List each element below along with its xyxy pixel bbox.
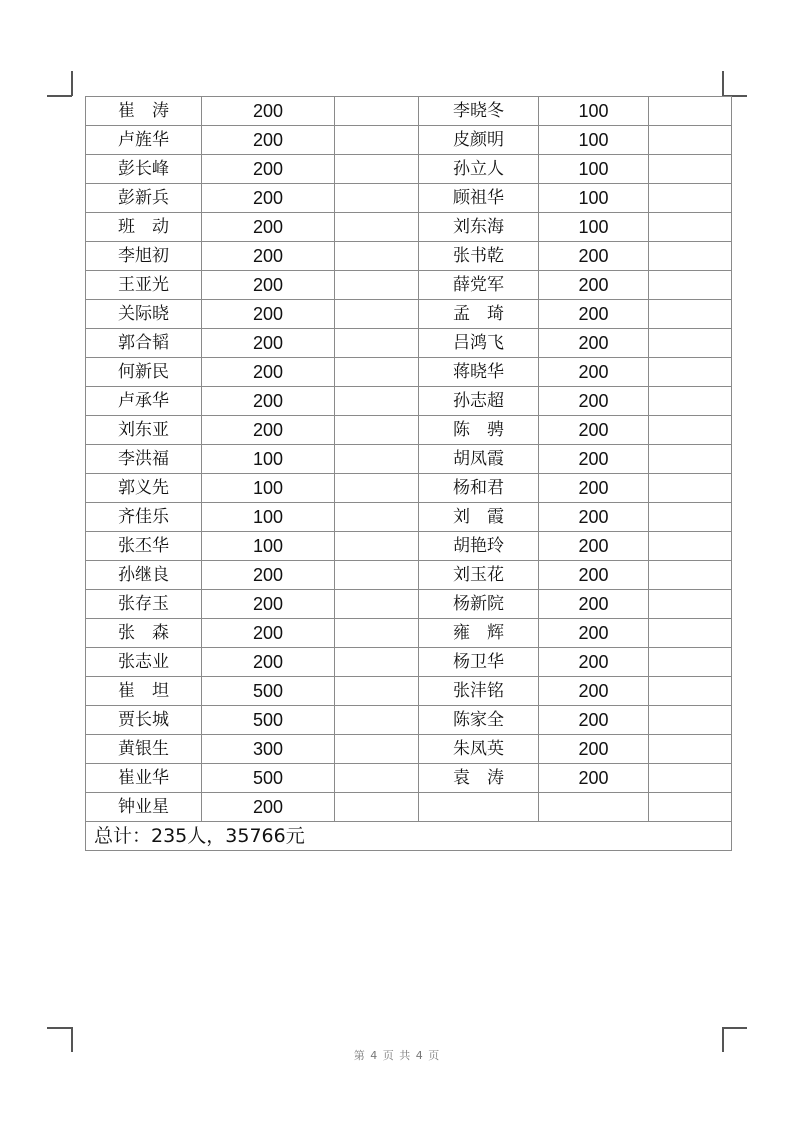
table-row xyxy=(86,677,732,706)
left-blank-cell xyxy=(335,126,419,155)
left-name-cell: 郭合韬 xyxy=(86,329,202,358)
table-row xyxy=(86,126,732,155)
right-blank-cell xyxy=(649,329,732,358)
right-amount-cell: 200 xyxy=(539,735,649,764)
right-amount-cell: 200 xyxy=(539,590,649,619)
right-blank-cell xyxy=(649,445,732,474)
right-blank-cell xyxy=(649,474,732,503)
total-row xyxy=(86,822,732,851)
left-amount-cell: 100 xyxy=(202,445,335,474)
left-amount-cell: 100 xyxy=(202,503,335,532)
right-name-cell: 张书乾 xyxy=(419,242,539,271)
left-blank-cell xyxy=(335,735,419,764)
right-amount-cell: 200 xyxy=(539,474,649,503)
left-blank-cell xyxy=(335,474,419,503)
left-name-cell: 崔 涛 xyxy=(86,97,202,126)
right-name-cell: 孟 琦 xyxy=(419,300,539,329)
table-row xyxy=(86,532,732,561)
left-blank-cell xyxy=(335,329,419,358)
right-blank-cell xyxy=(649,677,732,706)
donation-roster-table xyxy=(85,96,732,851)
left-name-cell: 彭长峰 xyxy=(86,155,202,184)
left-blank-cell xyxy=(335,503,419,532)
left-amount-cell: 500 xyxy=(202,677,335,706)
left-blank-cell xyxy=(335,445,419,474)
table-row xyxy=(86,561,732,590)
left-name-cell: 刘东亚 xyxy=(86,416,202,445)
left-amount-cell: 200 xyxy=(202,387,335,416)
left-name-cell: 齐佳乐 xyxy=(86,503,202,532)
left-amount-cell: 200 xyxy=(202,793,335,822)
right-blank-cell xyxy=(649,213,732,242)
crop-mark-bottom-left-h xyxy=(47,1027,72,1029)
right-amount-cell: 200 xyxy=(539,242,649,271)
left-amount-cell: 200 xyxy=(202,155,335,184)
table-row xyxy=(86,358,732,387)
crop-mark-top-left-v xyxy=(71,71,73,96)
right-blank-cell xyxy=(649,764,732,793)
left-blank-cell xyxy=(335,590,419,619)
right-blank-cell xyxy=(649,648,732,677)
left-amount-cell: 200 xyxy=(202,561,335,590)
right-name-cell: 胡艳玲 xyxy=(419,532,539,561)
left-amount-cell: 200 xyxy=(202,329,335,358)
right-name-cell: 陈 骋 xyxy=(419,416,539,445)
right-name-cell: 朱凤英 xyxy=(419,735,539,764)
table-row xyxy=(86,764,732,793)
right-blank-cell xyxy=(649,300,732,329)
table-row xyxy=(86,619,732,648)
left-name-cell: 卢旌华 xyxy=(86,126,202,155)
right-amount-cell: 100 xyxy=(539,97,649,126)
right-name-cell: 陈家全 xyxy=(419,706,539,735)
right-blank-cell xyxy=(649,590,732,619)
right-name-cell: 孙立人 xyxy=(419,155,539,184)
right-blank-cell xyxy=(649,155,732,184)
left-amount-cell: 200 xyxy=(202,300,335,329)
right-name-cell: 张沣铭 xyxy=(419,677,539,706)
left-amount-cell: 200 xyxy=(202,648,335,677)
right-amount-cell: 200 xyxy=(539,532,649,561)
right-blank-cell xyxy=(649,126,732,155)
left-blank-cell xyxy=(335,532,419,561)
left-name-cell: 李洪福 xyxy=(86,445,202,474)
left-blank-cell xyxy=(335,97,419,126)
left-blank-cell xyxy=(335,358,419,387)
left-blank-cell xyxy=(335,677,419,706)
table-row xyxy=(86,706,732,735)
left-name-cell: 关际晓 xyxy=(86,300,202,329)
left-name-cell: 钟业星 xyxy=(86,793,202,822)
left-name-cell: 班 动 xyxy=(86,213,202,242)
left-name-cell: 黄银生 xyxy=(86,735,202,764)
table-row xyxy=(86,300,732,329)
right-name-cell: 杨卫华 xyxy=(419,648,539,677)
right-name-cell: 孙志超 xyxy=(419,387,539,416)
right-blank-cell xyxy=(649,619,732,648)
table-row xyxy=(86,184,732,213)
left-blank-cell xyxy=(335,213,419,242)
left-amount-cell: 200 xyxy=(202,358,335,387)
right-name-cell: 袁 涛 xyxy=(419,764,539,793)
right-blank-cell xyxy=(649,184,732,213)
crop-mark-top-left-h xyxy=(47,95,72,97)
right-blank-cell xyxy=(649,561,732,590)
right-name-cell: 顾祖华 xyxy=(419,184,539,213)
left-name-cell: 王亚光 xyxy=(86,271,202,300)
left-name-cell: 张丕华 xyxy=(86,532,202,561)
left-name-cell: 张 森 xyxy=(86,619,202,648)
left-amount-cell: 200 xyxy=(202,97,335,126)
crop-mark-top-right-v xyxy=(722,71,724,96)
left-name-cell: 张志业 xyxy=(86,648,202,677)
table-row xyxy=(86,213,732,242)
left-blank-cell xyxy=(335,706,419,735)
left-blank-cell xyxy=(335,271,419,300)
left-amount-cell: 200 xyxy=(202,619,335,648)
right-amount-cell: 200 xyxy=(539,706,649,735)
right-amount-cell: 100 xyxy=(539,184,649,213)
left-name-cell: 崔业华 xyxy=(86,764,202,793)
right-name-cell: 杨和君 xyxy=(419,474,539,503)
left-amount-cell: 200 xyxy=(202,126,335,155)
right-blank-cell xyxy=(649,735,732,764)
right-name-cell: 雍 辉 xyxy=(419,619,539,648)
total-summary: 总计：235人，35766元 xyxy=(86,822,732,851)
right-name-cell: 皮颜明 xyxy=(419,126,539,155)
right-amount-cell: 200 xyxy=(539,619,649,648)
right-amount-cell: 200 xyxy=(539,387,649,416)
right-name-cell: 杨新院 xyxy=(419,590,539,619)
roster-body xyxy=(86,97,732,822)
right-amount-cell: 200 xyxy=(539,764,649,793)
left-name-cell: 张存玉 xyxy=(86,590,202,619)
left-amount-cell: 200 xyxy=(202,242,335,271)
right-name-cell: 刘东海 xyxy=(419,213,539,242)
left-name-cell: 孙继良 xyxy=(86,561,202,590)
left-blank-cell xyxy=(335,300,419,329)
table-row xyxy=(86,155,732,184)
right-amount-cell: 200 xyxy=(539,416,649,445)
right-name-cell: 李晓冬 xyxy=(419,97,539,126)
left-amount-cell: 500 xyxy=(202,764,335,793)
table-row xyxy=(86,242,732,271)
right-blank-cell xyxy=(649,97,732,126)
table-row xyxy=(86,503,732,532)
right-blank-cell xyxy=(649,416,732,445)
left-amount-cell: 200 xyxy=(202,271,335,300)
left-blank-cell xyxy=(335,155,419,184)
right-name-cell: 刘 霞 xyxy=(419,503,539,532)
table-row xyxy=(86,735,732,764)
left-blank-cell xyxy=(335,648,419,677)
right-name-cell: 薛党军 xyxy=(419,271,539,300)
left-blank-cell xyxy=(335,793,419,822)
right-amount-cell: 100 xyxy=(539,155,649,184)
left-name-cell: 贾长城 xyxy=(86,706,202,735)
right-amount-cell: 100 xyxy=(539,126,649,155)
right-amount-cell: 200 xyxy=(539,300,649,329)
right-blank-cell xyxy=(649,271,732,300)
page-indicator: 第 4 页 共 4 页 xyxy=(353,1049,441,1062)
table-row xyxy=(86,416,732,445)
left-name-cell: 彭新兵 xyxy=(86,184,202,213)
table-row xyxy=(86,329,732,358)
left-name-cell: 崔 坦 xyxy=(86,677,202,706)
left-amount-cell: 100 xyxy=(202,532,335,561)
table-row xyxy=(86,474,732,503)
table-row xyxy=(86,793,732,822)
left-blank-cell xyxy=(335,561,419,590)
right-name-cell: 吕鸿飞 xyxy=(419,329,539,358)
right-name-cell: 胡凤霞 xyxy=(419,445,539,474)
left-name-cell: 卢承华 xyxy=(86,387,202,416)
right-blank-cell xyxy=(649,706,732,735)
table-row xyxy=(86,648,732,677)
left-blank-cell xyxy=(335,242,419,271)
left-amount-cell: 200 xyxy=(202,213,335,242)
left-blank-cell xyxy=(335,416,419,445)
table-row xyxy=(86,445,732,474)
left-amount-cell: 500 xyxy=(202,706,335,735)
right-blank-cell xyxy=(649,242,732,271)
left-amount-cell: 200 xyxy=(202,184,335,213)
right-amount-cell: 200 xyxy=(539,677,649,706)
left-amount-cell: 200 xyxy=(202,590,335,619)
table-row xyxy=(86,271,732,300)
right-amount-cell: 200 xyxy=(539,445,649,474)
right-blank-cell xyxy=(649,358,732,387)
right-amount-cell: 200 xyxy=(539,329,649,358)
table-row xyxy=(86,590,732,619)
right-blank-cell xyxy=(649,387,732,416)
left-blank-cell xyxy=(335,387,419,416)
right-amount-cell: 100 xyxy=(539,213,649,242)
right-name-cell: 刘玉花 xyxy=(419,561,539,590)
table-row xyxy=(86,97,732,126)
left-blank-cell xyxy=(335,619,419,648)
right-blank-cell xyxy=(649,503,732,532)
right-amount-cell: 200 xyxy=(539,271,649,300)
right-amount-cell: 200 xyxy=(539,358,649,387)
left-blank-cell xyxy=(335,764,419,793)
left-amount-cell: 300 xyxy=(202,735,335,764)
right-amount-cell: 200 xyxy=(539,503,649,532)
left-name-cell: 李旭初 xyxy=(86,242,202,271)
right-name-cell xyxy=(419,793,539,822)
table-row xyxy=(86,387,732,416)
left-amount-cell: 100 xyxy=(202,474,335,503)
crop-mark-bottom-right-h xyxy=(722,1027,747,1029)
left-amount-cell: 200 xyxy=(202,416,335,445)
right-amount-cell: 200 xyxy=(539,561,649,590)
right-blank-cell xyxy=(649,793,732,822)
right-blank-cell xyxy=(649,532,732,561)
left-name-cell: 何新民 xyxy=(86,358,202,387)
left-blank-cell xyxy=(335,184,419,213)
left-name-cell: 郭义先 xyxy=(86,474,202,503)
right-amount-cell xyxy=(539,793,649,822)
right-name-cell: 蒋晓华 xyxy=(419,358,539,387)
right-amount-cell: 200 xyxy=(539,648,649,677)
